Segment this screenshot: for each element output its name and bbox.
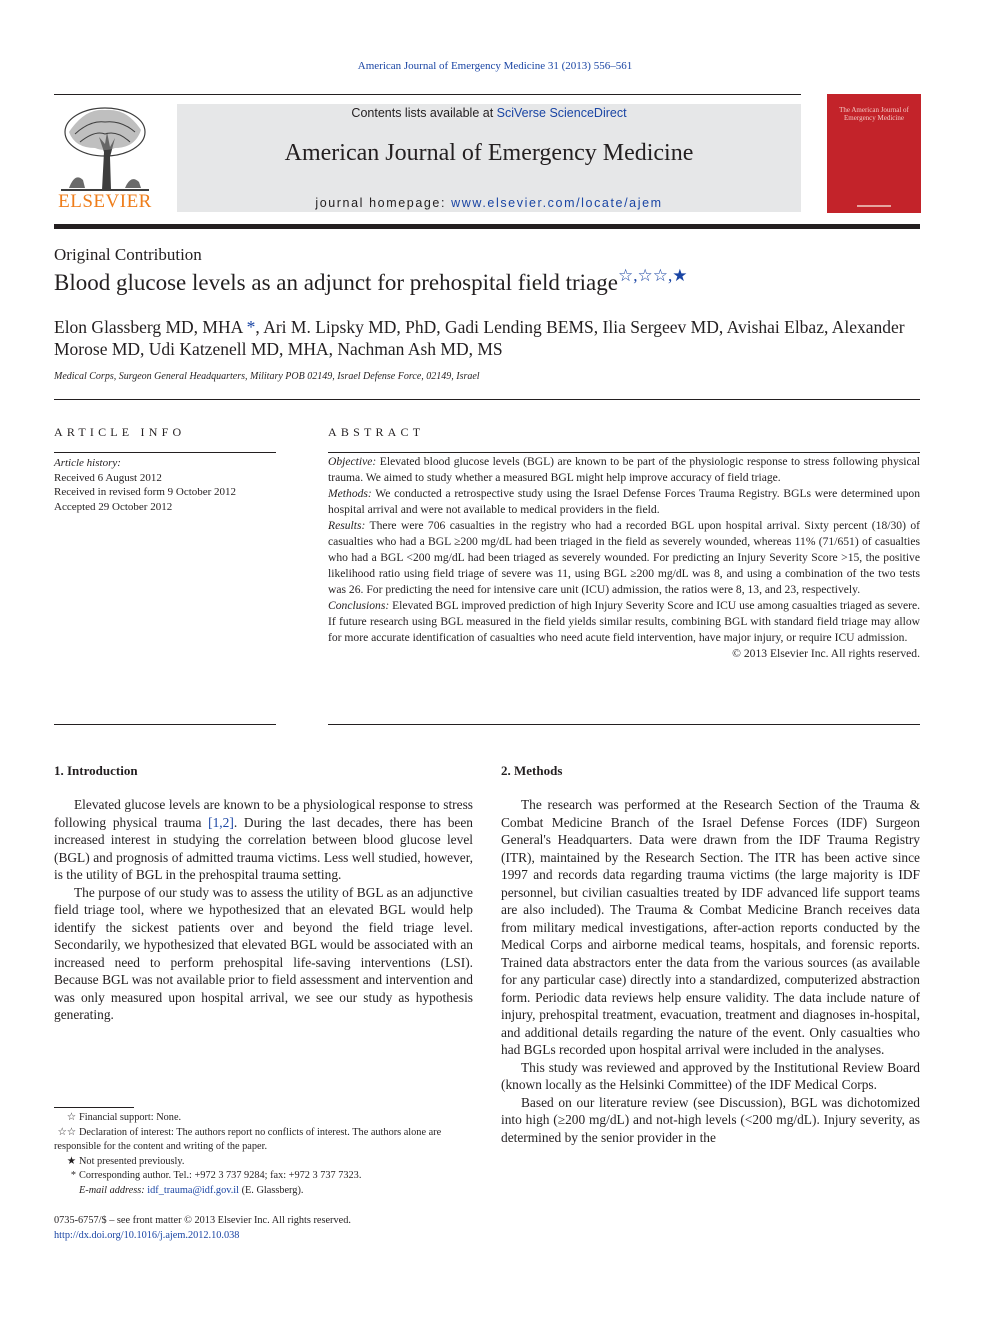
article-info-bottom-divider: [54, 724, 276, 725]
methods-heading: 2. Methods: [501, 763, 563, 778]
accepted-date: Accepted 29 October 2012: [54, 500, 173, 513]
title-footnote-marks[interactable]: ☆,☆☆,★: [617, 266, 688, 285]
footnote-presented: [54, 1155, 474, 1170]
abstract-divider: [328, 452, 920, 453]
introduction-heading: 1. Introduction: [54, 763, 138, 778]
abstract-conclusions: [328, 598, 920, 646]
objective-text: Elevated blood glucose levels (BGL) are known to be part of the physiologic response to stress following physical trauma. We aimed to study whether a measured BGL might help improve accuracy of field triage.: [328, 455, 920, 484]
results-text: There were 706 casualties in the registry who had a recorded BGL upon hospital arrival. Sixty percent (18/30) of casualties who had a BGL ≥200 mg/dL had been triaged in the field as severely wounded, whereas 11% (71/651) of casualties who had a BGL <200 mg/dL had been triaged as severely wounded. For predicting an Injury Severity Score >15, the positive likelihood ratio using field triage of severe was 11, using BGL ≥200 mg/dL was 8, and using a combination of the two tests was 26. For predicting the need for intensive care unit (ICU) admission, the ratios were 8, 13, and 23, respectively.: [328, 519, 920, 596]
header-divider: [54, 94, 801, 95]
doi-link[interactable]: http://dx.doi.org/10.1016/j.ajem.2012.10.038: [54, 1229, 240, 1241]
methods-text: We conducted a retrospective study using the Israel Defense Forces Trauma Registry. BGLs were determined upon hospital arrival and were not available to medical providers in the field.: [328, 487, 920, 516]
first-author[interactable]: Elon Glassberg MD, MHA: [54, 317, 243, 337]
contents-availability: [177, 106, 801, 120]
methods-paragraph: Based on our literature review (see Discussion), BGL was dichotomized into high (≥200 mg/dL) and not-high levels (<200 mg/dL). Injury severity, as determined by the senior provider in the: [501, 1094, 920, 1145]
cover-title: The American Journal of Emergency Medicine: [839, 106, 909, 122]
methods-body: [501, 796, 920, 1146]
journal-name: American Journal of Emergency Medicine: [284, 140, 694, 166]
footnote-corresponding: [54, 1169, 474, 1184]
article-title-text: Blood glucose levels as an adjunct for prehospital field triage: [54, 270, 618, 295]
journal-homepage: [177, 196, 801, 210]
corresponding-author-mark[interactable]: *: [246, 317, 256, 337]
introduction-paragraph: The purpose of our study was to assess the utility of BGL as an adjunctive field triage tool, where we hypothesized that an elevated BGL would help identify the sickest patients over and beyond the field triage level. Secondarily, we hypothesized that elevated BGL would be associated with an increased need to perform prehospital life-saving interventions (LSI). Because BGL was not available prior to field assessment and intervention and was only measured upon hospital arrival, we see our study as hypothesis generating.: [54, 884, 473, 1022]
footnote-mark: ☆☆: [57, 1126, 76, 1138]
author-list: [54, 316, 920, 360]
elsevier-logo[interactable]: [52, 102, 158, 216]
abstract-methods: [328, 486, 920, 518]
footnote-text: Corresponding author. Tel.: +972 3 737 9284; fax: +972 3 737 7323.: [79, 1170, 362, 1181]
elsevier-tree-logo-icon: [55, 102, 155, 192]
contents-prefix: Contents lists available at: [351, 106, 497, 120]
cover-decoration: [857, 205, 891, 207]
abstract-results: [328, 518, 920, 598]
footnote-text: Not presented previously.: [79, 1155, 185, 1167]
footnote-divider: [54, 1107, 134, 1108]
footnote-mark: ☆: [66, 1112, 76, 1123]
journal-header-box: [177, 104, 801, 212]
introduction-paragraph: [54, 796, 473, 884]
article-info-divider: [54, 452, 276, 453]
article-history: [54, 456, 276, 514]
footnote-mark: ★: [66, 1155, 76, 1167]
footnote-text: Declaration of interest: The authors report no conflicts of interest. The authors alone are responsible for the content and writing of the paper.: [54, 1126, 442, 1152]
results-label: Results:: [328, 519, 366, 532]
footnote-email: [54, 1184, 474, 1199]
footnote-mark: *: [70, 1170, 76, 1181]
intro-p1-text-cont: . During the last decades, there has been increased interest in studying the correlation between blood glucose level (BGL) and prognosis of admitted trauma victims. Less well studied, however, is the utility of BGL in the prehospital trauma setting.: [54, 814, 473, 882]
article-info-heading: ARTICLE INFO: [54, 425, 186, 439]
email-label: E-mail address:: [79, 1184, 145, 1196]
abstract-copyright: © 2013 Elsevier Inc. All rights reserved.: [732, 647, 920, 660]
email-link[interactable]: idf_trauma@idf.gov.il: [147, 1184, 240, 1196]
received-date: Received 6 August 2012: [54, 471, 162, 484]
conclusions-text: Elevated BGL improved prediction of high Injury Severity Score and ICU use among casualties triaged as severe. If future research using BGL measured in the field yields similar results, combining BGL with standard field triage may allow for more accurate identification of casualties who need acute field intervention, have major injury, or require ICU admission.: [328, 599, 920, 644]
abstract-body: [328, 454, 920, 662]
homepage-prefix: journal homepage:: [315, 196, 452, 210]
journal-citation[interactable]: American Journal of Emergency Medicine 31 (2013) 556–561: [357, 60, 633, 72]
reference-link[interactable]: [1,2]: [208, 814, 234, 830]
abstract-objective: [328, 454, 920, 486]
homepage-link[interactable]: www.elsevier.com/locate/ajem: [451, 196, 663, 210]
elsevier-wordmark: ELSEVIER: [58, 191, 152, 212]
header-thick-divider: [54, 224, 920, 229]
methods-label: Methods:: [328, 487, 372, 500]
article-title: [54, 266, 688, 296]
footnote-financial: [54, 1111, 474, 1126]
footnote-interest: [54, 1126, 474, 1155]
affiliation-divider: [54, 399, 920, 400]
email-suffix: (E. Glassberg).: [239, 1184, 304, 1196]
coauthors: , Ari M. Lipsky MD, PhD, Gadi Lending BEMS, Ilia Sergeev MD, Avishai Elbaz, Alexander Morose MD, Udi Katzenell MD, MHA, Nachman Ash MD, MS: [54, 317, 905, 359]
intro-p1-text: Elevated glucose levels are known to be a physiological response to stress following physical trauma: [54, 797, 473, 830]
abstract-bottom-divider: [328, 724, 920, 725]
introduction-body: [54, 796, 473, 1024]
revised-date: Received in revised form 9 October 2012: [54, 486, 237, 498]
methods-paragraph: The research was performed at the Research Section of the Trauma & Combat Medicine Branch of the Israel Defense Forces (IDF) Surgeon General's Headquarters. Data were drawn from the IDF Trauma Registry (ITR), maintained by the Research Section. The ITR has been active since 1997 and records data regarding trauma victims (the large majority is IDF personnel, but civilian casualties treated by IDF advanced life support teams are also included). The Trauma & Combat Medicine Branch receives data from military medical investigations, after-action reports conducted by the Medical Corps and airborne medical teams, hospitals, and forensic reports. Trained data abstractors enter the data from the various sources (as available for any particular case) directly into a standardized, computerized abstraction form. Periodic data reviews help ensure validity. The data include nature of injury, prehospital treatment, evacuation, treatment and diagnoses in-hospital, and additional details regarding the nature of the event. Only casualties who had BGLs recorded upon hospital arrival were included in the analyses.: [501, 797, 920, 1057]
abstract-heading: ABSTRACT: [328, 425, 425, 439]
history-label: Article history:: [54, 457, 121, 469]
objective-label: Objective:: [328, 455, 377, 468]
footnotes: [54, 1111, 474, 1198]
footnote-text: Financial support: None.: [79, 1112, 182, 1123]
front-matter: [54, 1214, 474, 1243]
conclusions-label: Conclusions:: [328, 599, 390, 612]
affiliation: Medical Corps, Surgeon General Headquarters, Military POB 02149, Israel Defense Force, 02149, Israel: [54, 371, 480, 382]
journal-cover-thumbnail[interactable]: [827, 94, 921, 213]
article-type: Original Contribution: [54, 245, 202, 264]
issn-line: 0735-6757/$ – see front matter © 2013 Elsevier Inc. All rights reserved.: [54, 1215, 351, 1226]
methods-paragraph: This study was reviewed and approved by the Institutional Review Board (known locally as the Helsinki Committee) of the IDF Medical Corps.: [501, 1059, 920, 1092]
sciencedirect-link[interactable]: SciVerse ScienceDirect: [496, 106, 627, 120]
